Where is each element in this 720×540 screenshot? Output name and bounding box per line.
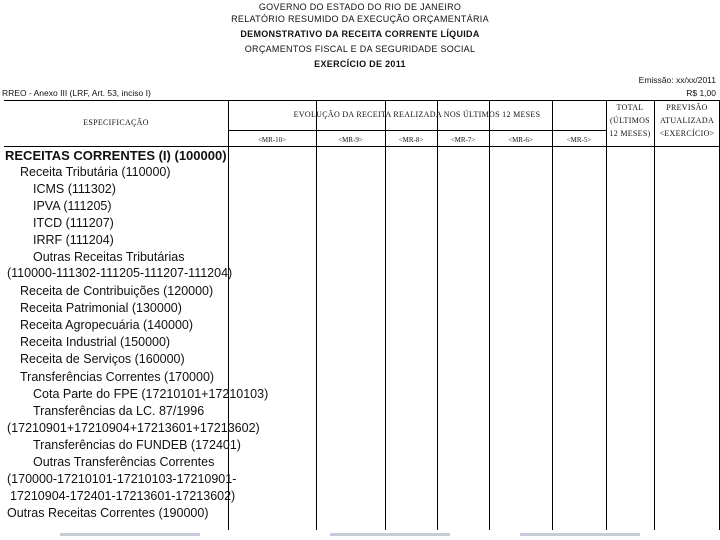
- table-row: Transferências do FUNDEB (172401): [33, 438, 241, 452]
- header-line-2: RELATÓRIO RESUMIDO DA EXECUÇÃO ORÇAMENTÁRIA: [231, 14, 489, 24]
- table-row: IPVA (111205): [33, 199, 112, 213]
- month-header: <MR-5>: [566, 136, 592, 144]
- table-row: 17210904-172401-17213601-17213602): [10, 489, 236, 503]
- header-line-4: ORÇAMENTOS FISCAL E DA SEGURIDADE SOCIAL: [244, 44, 476, 54]
- month-header: <MR-8>: [398, 136, 424, 144]
- col-divider: [385, 100, 386, 530]
- table-row: IRRF (111204): [33, 233, 114, 247]
- footer-segment: [330, 533, 450, 536]
- col-divider: [654, 100, 655, 530]
- table-row: RECEITAS CORRENTES (I) (100000): [5, 148, 227, 163]
- table-row: (110000-111302-111205-111207-111204): [7, 266, 233, 280]
- month-header: <MR-6>: [508, 136, 533, 144]
- table-row: ITCD (111207): [33, 216, 114, 230]
- month-header: <MR-10>: [257, 136, 287, 144]
- col-total-line: (ÚLTIMOS: [610, 116, 650, 125]
- table-row: Receita Tributária (110000): [20, 165, 171, 179]
- month-header: <MR-7>: [450, 136, 476, 144]
- table-top-rule: [4, 100, 720, 101]
- table-row: Outras Receitas Tributárias: [33, 250, 185, 264]
- table-row: Transferências Correntes (170000): [20, 370, 215, 384]
- months-rule: [228, 130, 606, 131]
- annex-reference: RREO - Anexo III (LRF, Art. 53, inciso I): [2, 88, 151, 98]
- col-divider: [552, 100, 553, 530]
- col-total: [606, 103, 654, 139]
- table-row: ICMS (111302): [33, 182, 116, 196]
- table-row: Receita Agropecuária (140000): [20, 318, 194, 332]
- col-previsao-line: <EXERCÍCIO>: [659, 129, 715, 138]
- footer-segment: [520, 533, 640, 536]
- currency-unit: R$ 1,00: [686, 88, 716, 98]
- header-line-1: GOVERNO DO ESTADO DO RIO DE JANEIRO: [258, 2, 462, 12]
- col-divider: [606, 100, 607, 530]
- page-footer-bar: [0, 530, 720, 540]
- col-total-line: 12 MESES): [609, 129, 651, 138]
- table-row: Receita de Contribuições (120000): [20, 284, 214, 298]
- table-row: Receita de Serviços (160000): [20, 352, 185, 366]
- table-row: Transferências da LC. 87/1996: [33, 404, 205, 418]
- col-previsao: [654, 103, 720, 139]
- col-divider: [489, 100, 490, 530]
- fiscal-year: EXERCÍCIO DE 2011: [314, 59, 406, 69]
- col-divider: [316, 100, 317, 530]
- col-previsao-line: ATUALIZADA: [659, 116, 715, 125]
- table-row: Cota Parte do FPE (17210101+17210103): [33, 387, 269, 401]
- emission-date: Emissão: xx/xx/2011: [638, 75, 716, 85]
- col-especificacao: ESPECIFICAÇÃO: [83, 118, 149, 127]
- table-row: Outras Transferências Correntes: [33, 455, 215, 469]
- report-title: DEMONSTRATIVO DA RECEITA CORRENTE LÍQUIDA: [240, 29, 480, 39]
- col-divider: [437, 100, 438, 530]
- footer-segment: [60, 533, 200, 536]
- col-divider: [228, 100, 229, 530]
- table-row: Receita Patrimonial (130000): [20, 301, 182, 315]
- col-total-line: TOTAL: [616, 103, 644, 112]
- header-bottom-rule: [4, 146, 720, 147]
- month-header: <MR-9>: [338, 136, 363, 144]
- table-row: Receita Industrial (150000): [20, 335, 171, 349]
- table-row: (17210901+17210904+17213601+17213602): [7, 421, 260, 435]
- col-previsao-line: PREVISÃO: [666, 103, 708, 112]
- col-evolucao: EVOLUÇÃO DA RECEITA REALIZADA NOS ÚLTIMOS 12 MESES: [293, 110, 541, 119]
- table-row: (170000-17210101-17210103-17210901-: [7, 472, 237, 486]
- table-row: Outras Receitas Correntes (190000): [7, 506, 209, 520]
